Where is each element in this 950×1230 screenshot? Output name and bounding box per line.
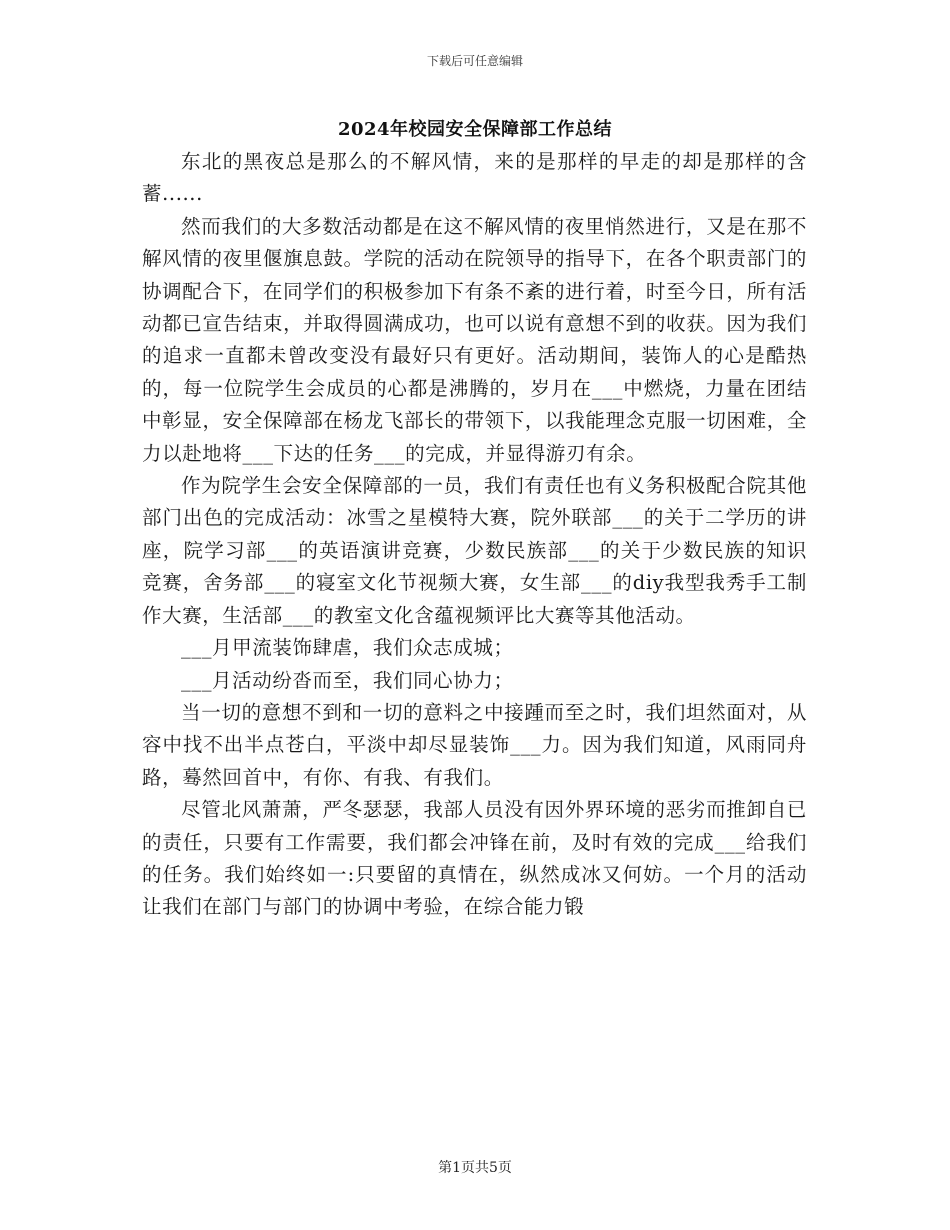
page-number: 第1页共5页 bbox=[438, 1160, 512, 1176]
page-header-note: 下载后可任意编辑 bbox=[426, 54, 523, 68]
document-title: 2024年校园安全保障部工作总结 bbox=[337, 119, 613, 140]
paragraph-activities: 然而我们的大多数活动都是在这不解风情的夜里悄然进行，又是在那不解风情的夜里偃旗息鼓。学院的活动在院领导的指导下，在各个职责部门的协调配合下，在同学们的积极参加下有条不紊的进行着，时至今日，所有活动都已宣告结束，并取得圆满成功，也可以说有意想不到的收获。因为我们的追求一直都未曾改变没有最好只有更好。活动期间，装饰人的心是酷热的，每一位院学生会成员的心都是沸腾的，岁月在___中燃烧，力量在团结中彰显，安全保障部在杨龙飞部长的带领下，以我能理念克服一切困难，全力以赴地将___下达的任务___的完成，并显得游刃有余。 bbox=[142, 214, 807, 465]
paragraph-intro: 东北的黑夜总是那么的不解风情，来的是那样的早走的却是那样的含蓄...... bbox=[142, 150, 807, 206]
paragraph-cooperation: 作为院学生会安全保障部的一员，我们有责任也有义务积极配合院其他部门出色的完成活动：冰雪之星模特大赛，院外联部___的关于二学历的讲座，院学习部___的英语演讲竞赛，少数民族部___的关于少数民族的知识竞赛，舍务部___的寝室文化节视频大赛，女生部___的diy我型我秀手工制作大赛，生活部___的教室文化含蕴视频评比大赛等其他活动。 bbox=[142, 474, 807, 627]
paragraph-winter: 尽管北风萧萧，严冬瑟瑟，我部人员没有因外界环境的恶劣而推卸自已的责任，只要有工作需要，我们都会冲锋在前，及时有效的完成___给我们的任务。我们始终如一:只要留的真情在，纵然成冰又何妨。一个月的活动让我们在部门与部门的协调中考验，在综合能力锻 bbox=[142, 798, 807, 919]
paragraph-month-line-2: ___月活动纷沓而至，我们同心协力； bbox=[181, 668, 514, 692]
paragraph-month-line-1: ___月甲流装饰肆虐，我们众志成城； bbox=[181, 636, 514, 660]
paragraph-facing: 当一切的意想不到和一切的意料之中接踵而至之时，我们坦然面对，从容中找不出半点苍白，平淡中却尽显装饰___力。因为我们知道，风雨同舟路，蓦然回首中，有你、有我、有我们。 bbox=[142, 700, 807, 789]
document-body bbox=[142, 146, 807, 924]
